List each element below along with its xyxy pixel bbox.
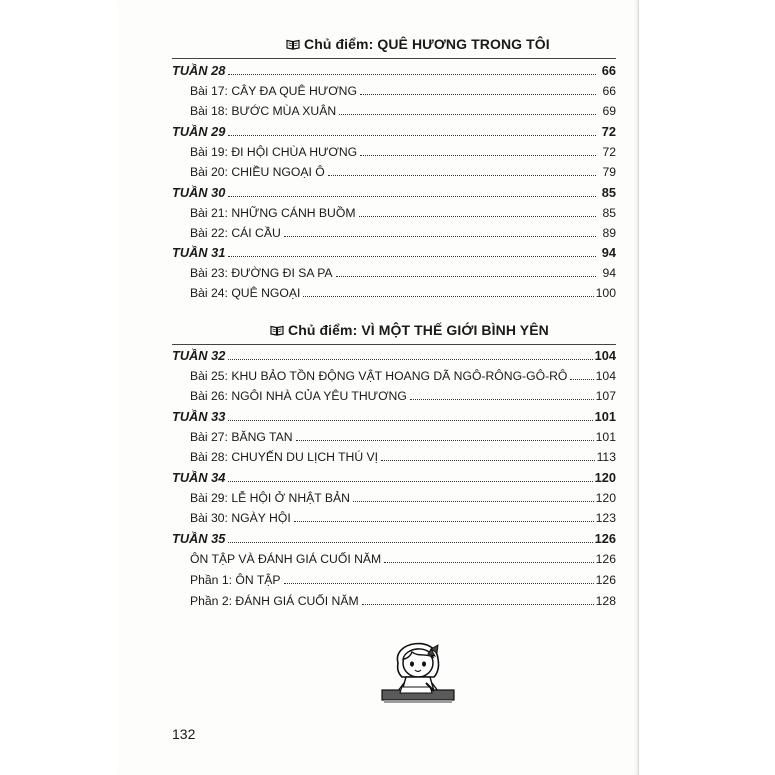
toc-row-text: Bài 24: QUÊ NGOẠI [190,286,301,300]
dot-leader [336,276,596,277]
toc-row-text: TUẦN 29 [172,124,226,139]
dot-leader [294,521,594,522]
toc-row-text: Bài 28: CHUYẾN DU LỊCH THÚ VỊ [190,450,379,464]
toc-row-text: TUẦN 31 [172,245,226,260]
dot-leader [328,175,596,176]
toc-row-page: 72 [601,124,616,139]
toc-row-page: 126 [595,573,616,587]
dot-leader [339,114,596,115]
toc-row-page: 128 [595,594,616,608]
toc-row-week [172,345,616,363]
toc-row-page: 120 [595,491,616,505]
divider-rule [172,58,616,59]
toc-row-page: 104 [595,369,616,383]
toc-row-lesson [172,426,616,444]
toc-row-lesson [172,262,616,280]
toc-row-page: 94 [602,266,616,280]
toc-row-lesson [172,487,616,505]
toc-row-text: TUẦN 33 [172,409,226,424]
toc-row-text: TUẦN 34 [172,470,226,485]
toc-row-text: TUẦN 32 [172,348,226,363]
dot-leader [228,135,596,136]
toc-row-week [172,467,616,485]
book-icon [270,325,284,336]
toc-row-lesson [172,80,616,98]
toc-row-text: Phần 1: ÔN TẬP [190,573,281,587]
toc-row-text: Bài 17: CÂY ĐA QUÊ HƯƠNG [190,84,357,98]
toc-row-text: Bài 30: NGÀY HỘI [190,511,291,525]
section-title-text: Chủ điểm: QUÊ HƯƠNG TRONG TÔI [304,36,550,52]
dot-leader [410,399,594,400]
toc-row-text: Bài 23: ĐƯỜNG ĐI SA PA [190,266,333,280]
book-icon [286,39,300,50]
toc-row-page: 126 [594,531,616,546]
dot-leader [353,501,594,502]
toc-row-text: Bài 18: BƯỚC MÙA XUÂN [190,104,337,118]
dot-leader [570,379,593,380]
dot-leader [228,196,596,197]
toc-row-lesson [172,202,616,220]
toc-row-lesson [172,507,616,525]
girl-writing-at-desk-illustration [378,633,458,709]
toc-row-lesson [172,141,616,159]
toc-row-text: Bài 26: NGÔI NHÀ CỦA YÊU THƯƠNG [190,389,407,403]
toc-row-page: 85 [602,206,616,220]
toc-row-text: Bài 27: BĂNG TAN [190,430,293,444]
toc-row-page: 101 [595,430,616,444]
toc-row-text: Phần 2: ĐÁNH GIÁ CUỐI NĂM [190,594,359,608]
section-title-the-gioi-binh-yen [270,322,590,338]
toc-row-text: ÔN TẬP VÀ ĐÁNH GIÁ CUỐI NĂM [190,552,382,566]
dot-leader [360,94,596,95]
dot-leader [228,256,596,257]
dot-leader [284,236,596,237]
toc-row-text: Bài 25: KHU BẢO TỒN ĐỘNG VẬT HOANG DÃ NGÔ-RÔNG-GÔ-RÔ [190,369,568,383]
dot-leader [284,583,594,584]
toc-row-page: 72 [602,145,616,159]
toc-row-week [172,406,616,424]
toc-row-page: 101 [594,409,616,424]
toc-row-week [172,182,616,200]
toc-row-page: 89 [602,226,616,240]
toc-row-lesson [172,222,616,240]
toc-row-lesson [172,161,616,179]
toc-row-text: Bài 20: CHIỀU NGOẠI Ô [190,165,325,179]
dot-leader [303,296,593,297]
dot-leader [228,74,596,75]
toc-row-page: 107 [595,389,616,403]
toc-row-lesson [172,548,616,566]
section-title-text: Chủ điểm: VÌ MỘT THẾ GIỚI BÌNH YÊN [288,322,549,338]
toc-row-lesson [172,446,616,464]
toc-row-page: 66 [601,63,616,78]
toc-row-page: 113 [596,450,616,464]
toc-row-page: 69 [602,104,616,118]
toc-row-text: TUẦN 30 [172,185,226,200]
toc-row-page: 66 [602,84,616,98]
toc-row-text: TUẦN 35 [172,531,226,546]
toc-row-text: Bài 29: LỄ HỘI Ở NHẬT BẢN [190,491,350,505]
dot-leader [359,216,597,217]
toc-row-lesson [172,282,616,300]
toc-row-lesson [172,569,616,587]
section-title-que-huong [286,36,606,52]
toc-row-page: 100 [595,286,616,300]
toc-row-lesson [172,100,616,118]
dot-leader [362,604,594,605]
dot-leader [296,440,594,441]
toc-row-lesson [172,365,616,383]
page-number: 132 [172,726,196,742]
toc-row-page: 79 [602,165,616,179]
toc-row-text: TUẦN 28 [172,63,226,78]
toc-row-week [172,528,616,546]
dot-leader [384,562,593,563]
toc-row-week [172,242,616,260]
toc-row-page: 126 [595,552,616,566]
toc-row-lesson [172,590,616,608]
toc-row-lesson [172,385,616,403]
dot-leader [228,542,592,543]
dot-leader [228,420,592,421]
toc-row-text: Bài 19: ĐI HỘI CHÙA HƯƠNG [190,145,358,159]
toc-row-page: 120 [594,470,616,485]
toc-row-page: 94 [601,245,616,260]
dot-leader [381,460,595,461]
dot-leader [228,359,592,360]
toc-row-page: 104 [594,348,616,363]
toc-row-text: Bài 21: NHỮNG CÁNH BUỒM [190,206,356,220]
toc-row-week [172,60,616,78]
toc-row-week [172,121,616,139]
dot-leader [228,481,592,482]
toc-row-page: 85 [601,185,616,200]
toc-row-text: Bài 22: CÁI CẦU [190,226,281,240]
dot-leader [360,155,596,156]
toc-row-page: 123 [595,511,616,525]
